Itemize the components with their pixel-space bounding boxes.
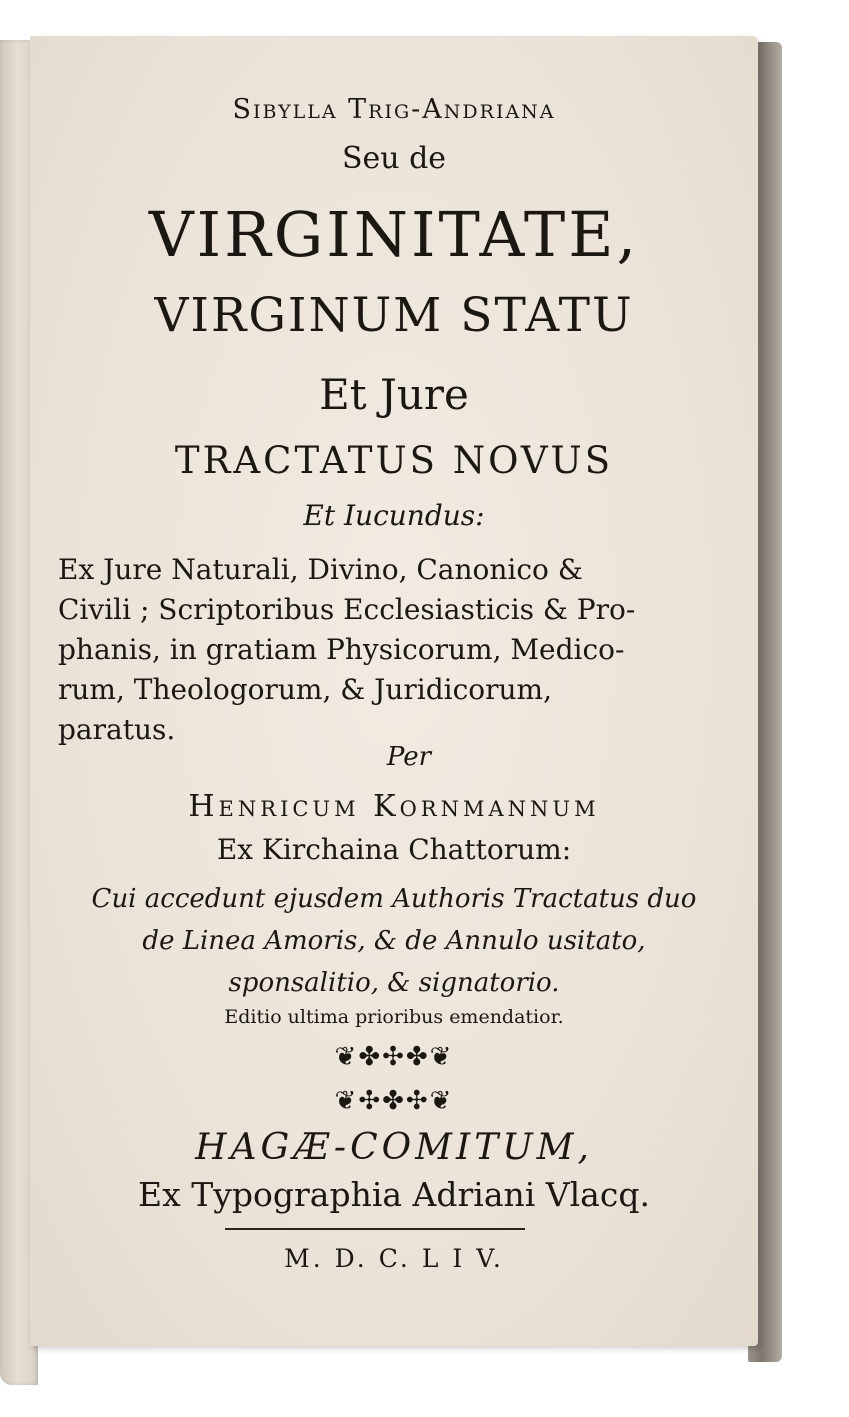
accedunt-line: Cui accedunt ejusdem Authoris Tractatus duo	[91, 884, 697, 914]
imprint-place: HAGÆ-COMITUM,	[195, 1127, 593, 1168]
edition-note: Editio ultima prioribus emendatior.	[224, 1006, 564, 1028]
para-line: rum, Theologorum, & Juridicorum,	[58, 673, 552, 706]
description-paragraph	[58, 550, 738, 750]
printers-ornament-top: ❦✤✣✤❦	[334, 1042, 454, 1072]
para-line: phanis, in gratiam Physicorum, Medico-	[58, 633, 625, 666]
para-line: paratus.	[58, 713, 176, 746]
tractatus-novus: TRACTATUS NOVUS	[174, 439, 614, 482]
imprint-date: M. D. C. L I V.	[284, 1244, 504, 1273]
printers-ornament-bottom: ❦✣✤✣❦	[334, 1086, 454, 1116]
et-iucundus: Et Iucundus:	[303, 499, 485, 532]
accedunt-line: sponsalitio, & signatorio.	[228, 968, 560, 998]
imprint-printer: Ex Typographia Adriani Vlacq.	[138, 1175, 650, 1214]
subtitle-seu-de: Seu de	[341, 141, 447, 176]
imprint-rule	[225, 1228, 525, 1230]
secondary-title: VIRGINUM STATU	[154, 288, 634, 343]
title-page	[30, 36, 758, 1346]
author-name: Henricum Kornmannum	[188, 789, 600, 824]
et-jure: Et Jure	[319, 370, 469, 419]
accedunt-line: de Linea Amoris, & de Annulo usitato,	[142, 926, 646, 956]
author-origin: Ex Kirchaina Chattorum:	[216, 833, 572, 866]
main-title: VIRGINITATE,	[148, 198, 640, 271]
para-line: Civili ; Scriptoribus Ecclesiasticis & Pro-	[58, 593, 636, 626]
per: Per	[386, 742, 432, 772]
running-title: Sibylla Trig-Andriana	[232, 94, 556, 125]
para-line: Ex Jure Naturali, Divino, Canonico &	[58, 553, 583, 586]
